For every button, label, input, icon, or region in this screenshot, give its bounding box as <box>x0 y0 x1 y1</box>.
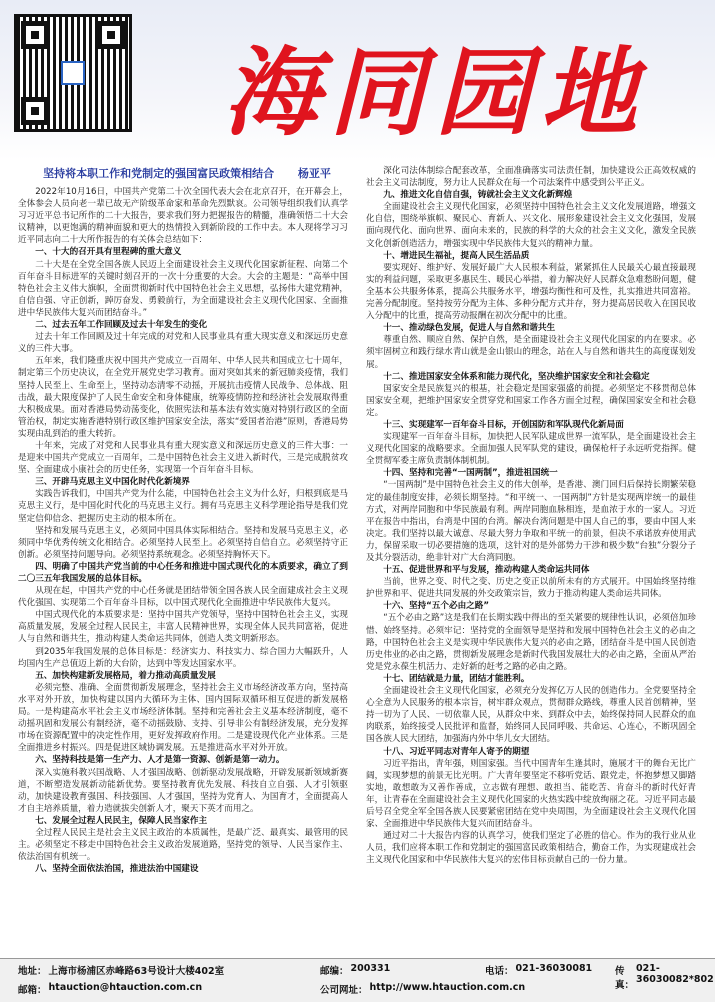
article-paragraph: 必须完整、准确、全面贯彻新发展理念，坚持社会主义市场经济改革方向，坚持高水平对外开放，加快构建以国内大循环为主体、国内国际双循环相互促进的新发展格局。一是构建高水平社会主义市场经济体制。坚持和完善社会主义基本经济制度，毫不动摇巩固和发展公有制经济，毫不动摇鼓励、支持、引导非公有制经济发展，充分发挥市场在资源配置中的决定性作用，更好发挥政府作用。二是建设现代化产业体系。三是全面推进乡村振兴。四是促进区域协调发展。五是推进高水平对外开放。 <box>18 682 348 754</box>
article-paragraph: “一国两制”是中国特色社会主义的伟大创举，是香港、澳门回归后保持长期繁荣稳定的最佳制度安排，必须长期坚持。“和平统一、一国两制”方针是实现两岸统一的最佳方式，对两岸同胞和中华民族最有利。两岸同胞血脉相连，是血浓于水的一家人。习近平在报告中指出，台湾是中国的台湾。解决台湾问题是中国人自己的事，要由中国人来决定。我们坚持以最大诚意、尽最大努力争取和平统一的前景，但决不承诺放弃使用武力，保留采取一切必要措施的选项，这针对的是外部势力干涉和极少数“台独”分裂分子及其分裂活动，绝非针对广大台湾同胞。 <box>366 480 696 563</box>
article-paragraph: 全面建设社会主义现代化国家，必须坚持中国特色社会主义文化发展道路，增强文化自信，围绕举旗帜、聚民心、育新人、兴文化、展形象建设社会主义文化强国，发展面向现代化、面向世界、面向未来的，民族的科学的大众的社会主义文化，激发全民族文化创新创造活力，增强实现中华民族伟大复兴的精神力量。 <box>366 202 696 249</box>
article-title-text: 坚持将本职工作和党制定的强国富民政策相结合 <box>43 167 275 180</box>
qr-finder-top-left <box>21 21 49 49</box>
section-heading: 十八、习近平同志对青年人寄予的期望 <box>383 746 530 757</box>
footer-postcode <box>320 963 485 981</box>
qr-center-logo-icon <box>61 61 85 85</box>
footer-address <box>18 963 320 981</box>
qr-finder-bottom-left <box>21 97 49 125</box>
website-label: 公司网址： <box>320 985 368 996</box>
telephone-label: 电话： <box>485 966 514 977</box>
section-heading: 十三、实现建军一百年奋斗目标，开创国防和军队现代化新局面 <box>383 419 624 430</box>
article-paragraph: 深化司法体制综合配套改革，全面准确落实司法责任制，加快建设公正高效权威的社会主义司法制度，努力让人民群众在每一个司法案件中感受到公平正义。 <box>366 166 696 189</box>
email-label: 邮箱： <box>18 985 47 996</box>
address-label: 地址： <box>18 966 47 977</box>
article-paragraph: 中国式现代化的本质要求是：坚持中国共产党领导，坚持中国特色社会主义，实现高质量发展，发展全过程人民民主，丰富人民精神世界，实现全体人民共同富裕，促进人与自然和谐共生，推动构建人类命运共同体，创造人类文明新形态。 <box>18 610 348 645</box>
article-paragraph: 过去十年工作回顾及过十年完成的对党和人民事业具有重大现实意义和深远历史意义的三件大事。 <box>18 332 348 355</box>
footer-contact-bar <box>0 958 715 1002</box>
section-heading: 十、增进民生福祉，提高人民生活品质 <box>383 250 530 261</box>
section-heading: 十一、推动绿色发展，促进人与自然和谐共生 <box>383 323 556 334</box>
footer-telephone <box>485 963 615 981</box>
article-paragraph: 深入实施科教兴国战略、人才强国战略、创新驱动发展战略，开辟发展新领域新赛道，不断塑造发展新动能新优势。要坚持教育优先发展、科技自立自强、人才引领驱动，加快建设教育强国、科技强国、人才强国，坚持为党育人、为国育才，全面提高人才自主培养质量，着力造就拔尖创新人才，聚天下英才而用之。 <box>18 767 348 814</box>
section-heading: 九、推进文化自信自强，铸就社会主义文化新辉煌 <box>383 190 573 201</box>
address-value: 上海市杨浦区赤峰路63号设计大楼402室 <box>48 966 225 977</box>
section-heading: 五、加快构建新发展格局，着力推动高质量发展 <box>35 670 216 681</box>
fax-label: 传真： <box>615 966 635 991</box>
section-heading: 十七、团结就是力量，团结才能胜利。 <box>383 673 530 684</box>
qr-finder-top-right <box>97 21 125 49</box>
article-paragraph: 从现在起，中国共产党的中心任务就是团结带领全国各族人民全面建成社会主义现代化强国、实现第二个百年奋斗目标，以中国式现代化全面推进中华民族伟大复兴。 <box>18 586 348 609</box>
article-paragraph: 全过程人民民主是社会主义民主政治的本质属性，是最广泛、最真实、最管用的民主。必须坚定不移走中国特色社会主义政治发展道路，坚持党的领导、人民当家作主、依法治国有机统一。 <box>18 827 348 863</box>
article-column-left <box>18 186 348 875</box>
article-paragraph: 2022年10月16日，中国共产党第二十次全国代表大会在北京召开，在开幕会上，全体参会人员向老一辈已故无产阶级革命家和革命先烈默哀。公司领导组织我们认真学习习近平总书记所作的二十大报告，要求我们努力把握报告的精髓，准确领悟二十大会议精神，以更饱满的精神面貌和更大的热情投入到新阶段的工作中去。本人现将学习习近平同志向二十大所作报告的有关体会总结如下： <box>18 187 348 246</box>
article-column-right <box>366 165 696 866</box>
section-heading: 十二、推进国家安全体系和能力现代化，坚决维护国家安全和社会稳定 <box>383 371 650 382</box>
article-paragraph: 习近平指出，青年强，则国家强。当代中国青年生逢其时，施展才干的舞台无比广阔，实现梦想的前景无比光明。广大青年要坚定不移听党话、跟党走，怀抱梦想又脚踏实地，敢想敢为又善作善成，立志做有理想、敢担当、能吃苦、肯奋斗的新时代好青年，让青春在全面建设社会主义现代化国家的火热实践中绽放绚丽之花。习近平同志最后号召全党全军全国各族人民要紧密团结在党中央周围，为全面建设社会主义现代化国家、全面推进中华民族伟大复兴而团结奋斗。 <box>366 758 696 830</box>
section-heading: 四、明确了中国共产党当前的中心任务和推进中国式现代化的本质要求，确立了到二〇三五年我国发展的总体目标。 <box>18 561 348 584</box>
section-heading: 八、坚持全面依法治国，推进法治中国建设 <box>35 864 199 875</box>
footer-row-2 <box>18 982 708 1000</box>
website-link[interactable]: http://www.htauction.com.cn <box>369 982 526 993</box>
article-paragraph: 五年来，我们隆重庆祝中国共产党成立一百周年、中华人民共和国成立七十周年，制定第三个历史决议，在全党开展党史学习教育。面对突如其来的新冠肺炎疫情，我们坚持人民至上、生命至上，坚持动态清零不动摇，开展抗击疫情人民战争、总体战、阻击战，最大限度保护了人民生命安全和身体健康，统筹疫情防控和经济社会发展取得重大积极成果。面对香港局势动荡变化，依照宪法和基本法有效实施对特别行政区的全面管治权，制定实施香港特别行政区维护国家安全法，落实“爱国者治港”原则，香港局势实现由乱到治的重大转折。 <box>18 356 348 439</box>
article-title <box>22 165 352 185</box>
article-paragraph: 二十大是在全党全国各族人民迈上全面建设社会主义现代化国家新征程、向第二个百年奋斗目标进军的关键时刻召开的一次十分重要的大会。大会的主题是：“高举中国特色社会主义伟大旗帜，全面贯彻新时代中国特色社会主义思想，弘扬伟大建党精神，自信自强、守正创新，踔厉奋发、勇毅前行，为全面建设社会主义现代化国家、全面推进中华民族伟大复兴而团结奋斗。” <box>18 259 348 318</box>
email-link[interactable]: htauction@htauction.com.cn <box>48 982 203 993</box>
article-paragraph: 尊重自然、顺应自然、保护自然，是全面建设社会主义现代化国家的内在要求。必须牢固树立和践行绿水青山就是金山银山的理念，站在人与自然和谐共生的高度谋划发展。 <box>366 335 696 370</box>
fax-value: 021-36030082*802 <box>636 963 714 985</box>
article-paragraph: 通过对二十大报告内容的认真学习，使我们坚定了必胜的信心。作为的我行业从业人员，我们应将本职工作和党制定的强国富民政策相结合，勤奋工作，为实现建成社会主义现代化国家和中华民族伟大复兴的宏伟目标贡献自己的一份力量。 <box>366 831 696 866</box>
footer-website <box>320 982 708 1000</box>
article-paragraph: 当前，世界之变、时代之变、历史之变正以前所未有的方式展开。中国始终坚持维护世界和平、促进共同发展的外交政策宗旨，致力于推动构建人类命运共同体。 <box>366 577 696 600</box>
article-paragraph: 要实现好、维护好、发展好最广大人民根本利益，紧紧抓住人民最关心最直接最现实的利益问题，采取更多惠民生、暖民心举措，着力解决好人民群众急难愁盼问题，健全基本公共服务体系，提高公共服务水平，增强均衡性和可及性，扎实推进共同富裕。完善分配制度。坚持按劳分配为主体、多种分配方式并存，努力提高居民收入在国民收入分配中的比重，提高劳动报酬在初次分配中的比重。 <box>366 262 696 322</box>
section-heading: 十六、坚持“五个必由之路” <box>383 601 490 612</box>
article-paragraph: 全面建设社会主义现代化国家，必须充分发挥亿万人民的创造伟力。全党要坚持全心全意为人民服务的根本宗旨，树牢群众观点，贯彻群众路线，尊重人民首创精神，坚持一切为了人民、一切依靠人民，从群众中来、到群众中去，始终保持同人民群众的血肉联系，始终接受人民批评和监督，始终同人民同呼吸、共命运、心连心，不断巩固全国各族人民大团结，加强海内外中华儿女大团结。 <box>366 686 696 745</box>
section-heading: 六、坚持科技是第一生产力、人才是第一资源、创新是第一动力。 <box>35 755 285 766</box>
section-heading: 二、过去五年工作回顾及过去十年发生的变化 <box>35 320 208 331</box>
article-paragraph: 国家安全是民族复兴的根基，社会稳定是国家强盛的前提。必须坚定不移贯彻总体国家安全观，把维护国家安全贯穿党和国家工作各方面全过程，确保国家安全和社会稳定。 <box>366 383 696 418</box>
article-paragraph: 十年来，完成了对党和人民事业具有重大现实意义和深远历史意义的三件大事：一是迎来中国共产党成立一百周年，二是中国特色社会主义进入新时代，三是完成脱贫攻坚、全面建成小康社会的历史任务，实现第一个百年奋斗目标。 <box>18 440 348 476</box>
qr-code-icon <box>14 14 132 132</box>
article-paragraph: 实践告诉我们，中国共产党为什么能，中国特色社会主义为什么好，归根到底是马克思主义行，是中国化时代化的马克思主义行。拥有马克思主义科学理论指导是我们党坚定信仰信念、把握历史主动的根本所在。 <box>18 489 348 524</box>
article-author: 杨亚平 <box>297 167 331 180</box>
masthead-banner <box>0 0 715 160</box>
section-heading: 十四、坚持和完善“一国两制”，推进祖国统一 <box>383 468 558 479</box>
footer-email <box>18 982 320 1000</box>
footer-fax <box>615 963 714 991</box>
section-heading: 三、开辟马克思主义中国化时代化新境界 <box>35 477 190 488</box>
masthead-title: 海同园地 <box>223 35 647 149</box>
section-heading: 十五、促进世界和平与发展，推动构建人类命运共同体 <box>383 565 590 576</box>
article-paragraph: 到2035年我国发展的总体目标是：经济实力、科技实力、综合国力大幅跃升，人均国内生产总值迈上新的大台阶，达到中等发达国家水平。 <box>18 646 348 669</box>
telephone-value: 021-36030081 <box>515 963 593 974</box>
article-paragraph: “五个必由之路”这是我们在长期实践中得出的至关紧要的规律性认识，必须倍加珍惜、始终坚持。必须牢记：坚持党的全面领导是坚持和发展中国特色社会主义的必由之路，中国特色社会主义是实现中华民族伟大复兴的必由之路，团结奋斗是中国人民创造历史伟业的必由之路，贯彻新发展理念是新时代我国发展壮大的必由之路，全面从严治党是党永葆生机活力、走好新的赶考之路的必由之路。 <box>366 613 696 672</box>
postcode-value: 200331 <box>350 963 391 974</box>
article-paragraph: 坚持和发展马克思主义，必须同中国具体实际相结合。坚持和发展马克思主义，必须同中华优秀传统文化相结合。必须坚持人民至上。必须坚持自信自立。必须坚持守正创新。必须坚持问题导向。必须坚持系统观念。必须坚持胸怀天下。 <box>18 525 348 560</box>
section-heading: 一、十大的召开具有里程碑的重大意义 <box>35 247 182 258</box>
postcode-label: 邮编： <box>320 966 349 977</box>
article-paragraph: 实现建军一百年奋斗目标，加快把人民军队建成世界一流军队，是全面建设社会主义现代化国家的战略要求。全面加强人民军队党的建设，确保枪杆子永远听党指挥。健全贯彻军委主席负责制体制机制。 <box>366 432 696 467</box>
section-heading: 七、发展全过程人民民主，保障人民当家作主 <box>35 815 208 826</box>
